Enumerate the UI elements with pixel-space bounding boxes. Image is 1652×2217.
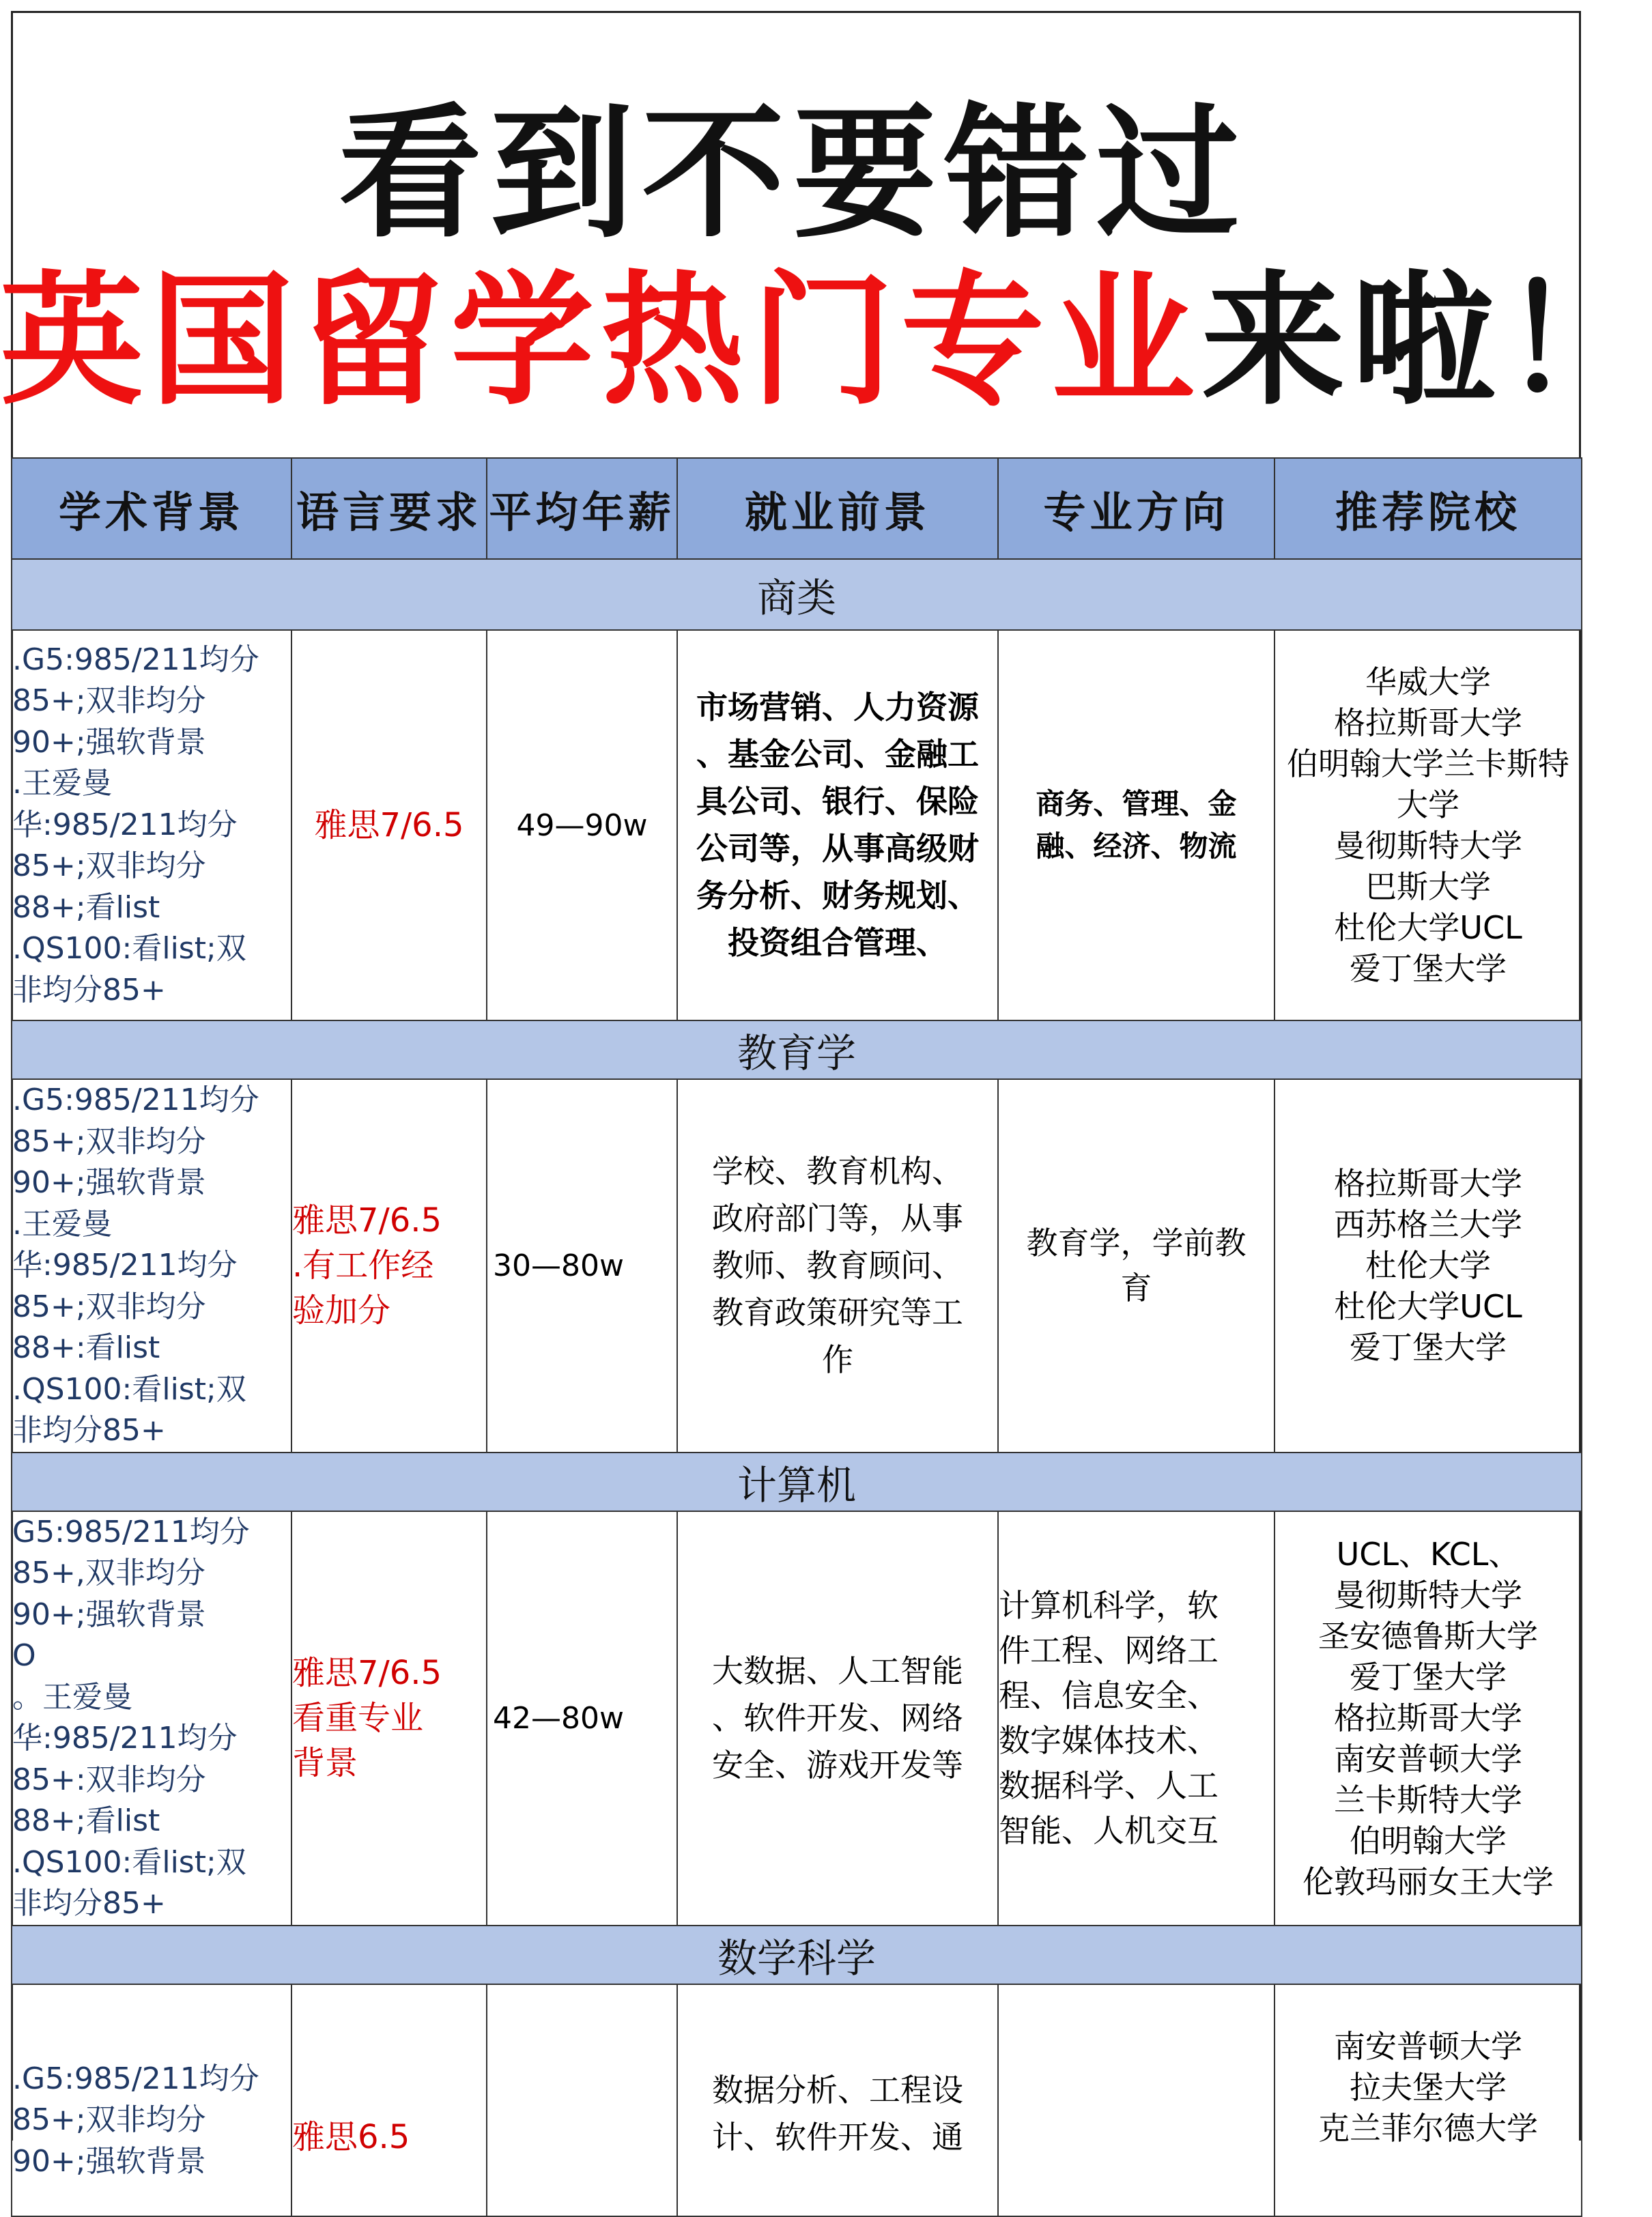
school-line: 爱丁堡大学 [1350,1659,1507,1696]
prospects-line: 公司等，从事高级财 [696,830,979,867]
direction-line: 件工程、网络工 [999,1632,1219,1669]
academic-line: 85+;双非均分 [12,1289,206,1324]
category-row [12,1020,1582,1079]
school-line: 巴斯大学 [1365,868,1491,905]
academic-line: 85+;双非均分 [12,848,206,884]
majors-table [11,457,1582,2217]
academic-line: 90+;强软背景 [12,1165,206,1200]
language-line: 雅思7/6.5 [292,1654,442,1692]
academic-line: .QS100:看list;双 [12,931,246,967]
category-label: 数学科学 [12,1926,1582,1984]
table-row [12,1984,1582,2216]
school-line: 南安普顿大学 [1334,2027,1522,2065]
academic-line: 85+;双非均分 [12,2102,206,2138]
schools-cell [1274,630,1582,1020]
salary-cell: 42—80w [487,1511,677,1926]
academic-line: G5:985/211均分 [12,1514,250,1549]
school-line: 克兰菲尔德大学 [1318,2109,1538,2147]
language-line: 验加分 [292,1291,391,1330]
direction-line: 智能、人机交互 [999,1812,1219,1849]
table-row [12,1511,1582,1926]
direction-cell [998,630,1274,1020]
prospects-line: 政府部门等，从事 [712,1199,963,1237]
prospects-line: 作 [822,1341,853,1378]
table-row [12,1079,1582,1453]
school-line: 南安普顿大学 [1334,1741,1522,1777]
school-line: 伯明翰大学兰卡斯特 [1287,745,1569,782]
school-line: 曼彻斯特大学 [1334,827,1522,864]
category-label: 计算机 [12,1453,1582,1511]
header-prospects: 就业前景 [677,458,998,559]
schools-cell [1274,1511,1582,1926]
academic-line: .王爱曼 [12,766,112,801]
prospects-cell [677,630,998,1020]
category-label: 教育学 [12,1020,1582,1079]
headline-line-1: 看到不要错过 [338,90,1248,257]
academic-line: 非均分85+ [12,1886,166,1921]
prospects-line: 数据分析、工程设 [712,2071,963,2108]
direction-line: 程、信息安全、 [999,1677,1219,1714]
academic-line: 90+;强软背景 [12,1597,206,1632]
academic-line: O [12,1638,36,1673]
prospects-line: 安全、游戏开发等 [712,1746,963,1784]
academic-cell [12,1511,291,1926]
academic-line: 。王爱曼 [12,1679,132,1715]
direction-cell [998,1511,1274,1926]
school-line: 大学 [1397,786,1459,823]
direction-line: 融、经济、物流 [1036,829,1237,863]
direction-cell [998,1984,1274,2216]
headline-black-text: 来啦！ [1201,257,1652,425]
academic-line: .QS100:看list;双 [12,1371,246,1407]
schools-cell [1274,1984,1582,2216]
category-label: 商类 [12,559,1582,630]
school-line: 爱丁堡大学 [1350,1329,1507,1367]
salary-cell: 49—90w [487,630,677,1020]
prospects-line: 投资组合管理、 [728,924,948,961]
academic-line: 华:985/211均分 [12,1248,238,1283]
language-cell [291,1984,487,2216]
prospects-line: 、软件开发、网络 [712,1699,963,1736]
category-row [12,1926,1582,1984]
academic-line: .QS100:看list;双 [12,1844,246,1880]
direction-line: 商务、管理、金 [1036,787,1237,820]
headline-red-text: 英国留学热门专业 [0,257,1202,425]
academic-line: 华:985/211均分 [12,807,238,842]
language-line: 雅思6.5 [292,2117,410,2156]
prospects-line: 具公司、银行、保险 [696,783,979,820]
school-line: 西苏格兰大学 [1334,1206,1522,1244]
prospects-cell [677,1984,998,2216]
academic-line: .G5:985/211均分 [12,2061,259,2096]
direction-line: 育 [1120,1270,1152,1307]
academic-line: 88+:看list [12,1330,160,1365]
direction-line: 计算机科学，软 [999,1587,1219,1624]
language-line: 雅思7/6.5 [314,806,464,844]
prospects-line: 学校、教育机构、 [712,1152,963,1190]
salary-cell: 30—80w [487,1079,677,1453]
language-line: .有工作经 [292,1246,434,1285]
header-academic: 学术背景 [12,458,291,559]
academic-line: 非均分85+ [12,972,166,1007]
school-line: 华威大学 [1365,663,1491,700]
prospects-line: 市场营销、人力资源 [696,689,979,726]
school-line: UCL、KCL、 [1336,1536,1520,1573]
language-line: 背景 [292,1744,358,1782]
prospects-line: 计、软件开发、通 [712,2118,963,2156]
school-line: 杜伦大学UCL [1334,909,1522,946]
academic-line: 85+,双非均分 [12,1556,205,1590]
language-line: 看重专业 [292,1699,424,1737]
academic-line: 88+;看list [12,1803,160,1838]
header-salary: 平均年薪 [487,458,677,559]
academic-cell [12,1079,291,1453]
table-row [12,630,1582,1020]
school-line: 伦敦玛丽女王大学 [1302,1863,1554,1900]
academic-line: 华:985/211均分 [12,1721,238,1756]
category-row [12,1453,1582,1511]
school-line: 杜伦大学 [1365,1247,1491,1285]
school-line: 兰卡斯特大学 [1334,1782,1522,1818]
direction-line: 数字媒体技术、 [999,1722,1219,1759]
school-line: 拉夫堡大学 [1350,2068,1507,2106]
prospects-cell [677,1079,998,1453]
header-schools: 推荐院校 [1274,458,1582,559]
language-cell [291,630,487,1020]
academic-line: 90+;强软背景 [12,724,206,760]
academic-line: 85+;双非均分 [12,1124,206,1159]
academic-line: 88+;看list [12,889,160,925]
academic-cell [12,630,291,1020]
school-line: 格拉斯哥大学 [1334,704,1522,741]
school-line: 格拉斯哥大学 [1334,1165,1522,1203]
academic-line: 非均分85+ [12,1413,166,1448]
direction-line: 教育学，学前教 [1026,1225,1247,1262]
language-line: 雅思7/6.5 [292,1201,442,1240]
academic-line: .王爱曼 [12,1206,112,1242]
direction-cell [998,1079,1274,1453]
prospects-cell [677,1511,998,1926]
academic-cell [12,1984,291,2216]
header-row [12,458,1582,559]
academic-line: 85+:双非均分 [12,1762,206,1797]
academic-line: 85+;双非均分 [12,683,206,719]
prospects-line: 务分析、财务规划、 [696,877,979,914]
category-row [12,559,1582,630]
school-line: 爱丁堡大学 [1350,950,1507,987]
academic-line: .G5:985/211均分 [12,1083,259,1117]
header-language: 语言要求 [291,458,487,559]
school-line: 格拉斯哥大学 [1334,1700,1522,1736]
academic-line: .G5:985/211均分 [12,642,259,677]
prospects-line: 大数据、人工智能 [712,1652,963,1689]
school-line: 曼彻斯特大学 [1334,1577,1522,1614]
language-cell [291,1511,487,1926]
school-line: 圣安德鲁斯大学 [1318,1618,1538,1655]
prospects-line: 教育政策研究等工 [712,1293,963,1331]
language-cell [291,1079,487,1453]
academic-line: 90+;强软背景 [12,2143,206,2179]
prospects-line: 教师、教育顾问、 [712,1246,963,1284]
schools-cell [1274,1079,1582,1453]
direction-line: 数据科学、人工 [999,1767,1219,1804]
header-direction: 专业方向 [998,458,1274,559]
school-line: 杜伦大学UCL [1334,1288,1522,1326]
school-line: 伯明翰大学 [1350,1822,1507,1859]
prospects-line: 、基金公司、金融工 [696,736,979,773]
headline-line-2 [0,257,1652,425]
salary-cell [487,1984,677,2216]
